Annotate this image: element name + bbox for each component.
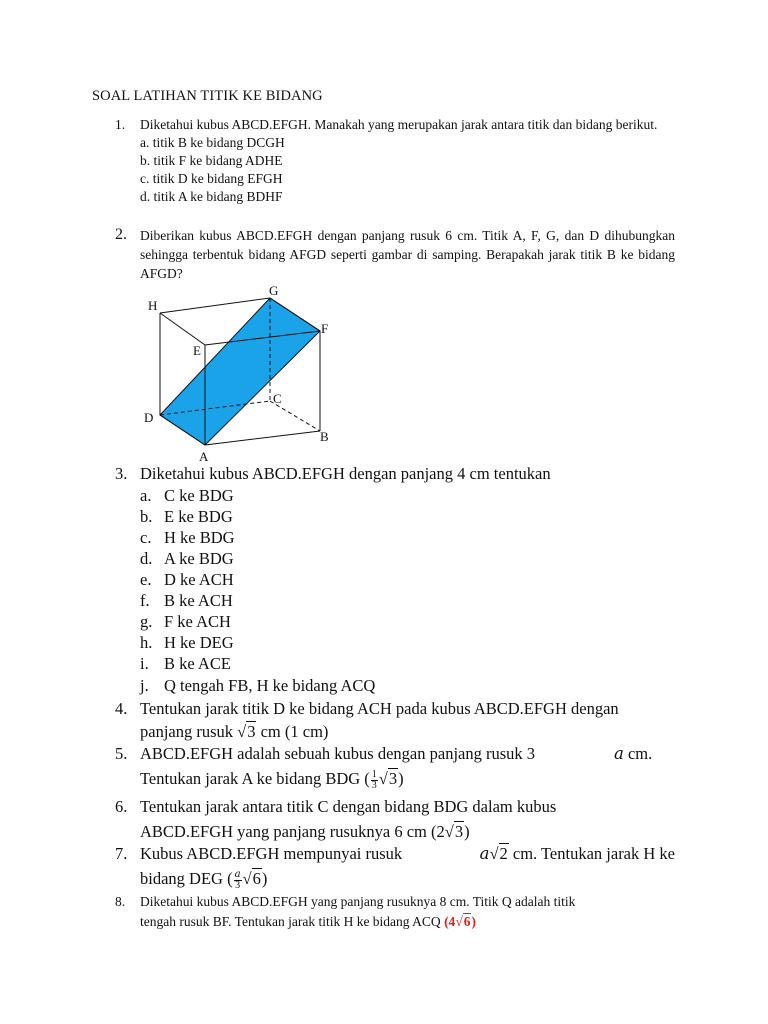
sqrt-expression: √3: [444, 822, 464, 841]
sqrt-expression: √3: [237, 722, 256, 741]
question-number: 1.: [115, 117, 126, 132]
cube-figure: [140, 283, 340, 465]
question-number: 8.: [115, 894, 126, 909]
page-title: SOAL LATIHAN TITIK KE BIDANG: [92, 88, 323, 104]
question-8: [115, 892, 675, 932]
question-3: [115, 464, 675, 484]
edge-hg: [160, 298, 270, 313]
question-number: 7.: [115, 844, 128, 863]
question-line: Diketahui kubus ABCD.EFGH yang panjang rusuknya 8 cm. Titik Q adalah titik: [140, 894, 576, 909]
question-line: panjang rusuk √3 cm (1 cm): [140, 722, 329, 741]
sub-item: i. B ke ACE: [140, 654, 231, 673]
question-7: [115, 841, 675, 891]
edge-ab: [205, 431, 320, 445]
sub-item: b. E ke BDG: [140, 507, 233, 526]
edge-eh: [160, 313, 205, 345]
sqrt-expression: √2: [489, 844, 508, 863]
question-number: 5.: [115, 744, 128, 763]
label-b: B: [320, 429, 329, 444]
sub-item: j. Q tengah FB, H ke bidang ACQ: [140, 676, 376, 695]
label-d: D: [144, 410, 154, 425]
question-number: 3.: [115, 464, 128, 483]
fraction: $\frac{a}{3}$: [234, 868, 241, 891]
question-4: [115, 697, 675, 743]
sqrt-expression: √3: [378, 769, 398, 788]
sub-item: g. F ke ACH: [140, 612, 231, 631]
label-a: A: [199, 449, 209, 464]
question-number: 2.: [115, 226, 127, 243]
question-line: tengah rusuk BF. Tentukan jarak titik H ke bidang ACQ (4√6): [140, 914, 476, 929]
question-text: Diketahui kubus ABCD.EFGH. Manakah yang merupakan jarak antara titik dan bidang berikut.: [140, 117, 658, 132]
sqrt-expression: √6: [242, 869, 261, 888]
label-f: F: [321, 321, 329, 336]
option-item: c. titik D ke bidang EFGH: [140, 171, 283, 186]
label-c: C: [273, 391, 282, 406]
question-text: Diberikan kubus ABCD.EFGH dengan panjang rusuk 6 cm. Titik A, F, G, dan D dihubungkan sehingga terbentuk bidang AFGD seperti gambar di samping. Berapakah jarak titik B ke bidang AFGD?: [140, 228, 675, 281]
question-line: bidang DEG ( $\frac{a}{3}$ √6): [140, 868, 268, 891]
option-item: a. titik B ke bidang DCGH: [140, 135, 285, 150]
question-line: ABCD.EFGH adalah sebuah kubus dengan panjang rusuk 3: [140, 744, 536, 763]
question-5: [115, 741, 675, 791]
option-item: d. titik A ke bidang BDHF: [140, 189, 283, 204]
sub-item: e. D ke ACH: [140, 570, 234, 589]
question-number: 4.: [115, 699, 128, 718]
question-2: [115, 226, 675, 283]
sub-item: h. H ke DEG: [140, 633, 234, 652]
question-line: Tentukan jarak titik D ke bidang ACH pada kubus ABCD.EFGH dengan: [140, 699, 619, 718]
question-number: 6.: [115, 797, 128, 816]
question-line: Tentukan jarak A ke bidang BDG ( $\frac{1}{3}$ √3): [140, 768, 404, 791]
question-6: [115, 794, 675, 844]
option-item: b. titik F ke bidang ADHE: [140, 153, 283, 168]
fraction: $\frac{1}{3}$: [371, 768, 377, 791]
answer-highlight: (4√6): [444, 914, 476, 929]
question-text: Diketahui kubus ABCD.EFGH dengan panjang 4 cm tentukan: [140, 464, 551, 483]
sub-item: c. H ke BDG: [140, 528, 235, 547]
question-1: [115, 116, 675, 206]
sub-item: f. B ke ACH: [140, 591, 233, 610]
q5-unit: a cm.: [614, 744, 653, 763]
question-line: Kubus ABCD.EFGH mempunyai rusuk a√2 cm. Tentukan jarak H ke: [140, 844, 675, 863]
label-e: E: [193, 343, 201, 358]
sub-item: d. A ke BDG: [140, 549, 234, 568]
question-line: Tentukan jarak antara titik C dengan bidang BDG dalam kubus: [140, 797, 557, 816]
plane-afgd: [160, 298, 320, 445]
label-g: G: [269, 283, 279, 298]
sub-item: a. C ke BDG: [140, 486, 234, 505]
label-h: H: [148, 298, 158, 313]
question-line: ABCD.EFGH yang panjang rusuknya 6 cm (2√3): [140, 822, 470, 841]
